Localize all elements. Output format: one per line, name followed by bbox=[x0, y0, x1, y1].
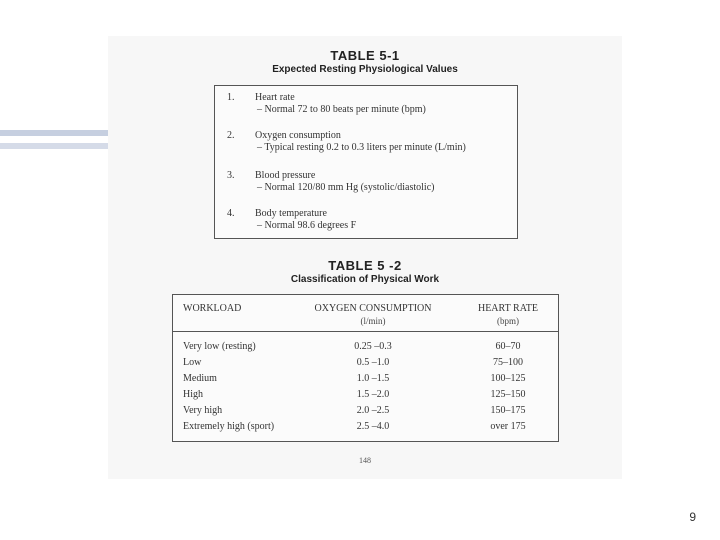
item-number: 4. bbox=[227, 208, 235, 219]
column-header-oxygen: OXYGEN CONSUMPTION bbox=[314, 303, 432, 314]
table-row bbox=[173, 341, 558, 357]
item-label: Blood pressure bbox=[255, 170, 316, 181]
table-row bbox=[173, 405, 558, 421]
book-page-number: 148 bbox=[359, 456, 371, 465]
cell-oxygen: 1.5 –2.0 bbox=[356, 389, 390, 400]
header-divider bbox=[173, 331, 558, 332]
cell-oxygen: 2.5 –4.0 bbox=[356, 421, 390, 432]
cell-oxygen: 1.0 –1.5 bbox=[356, 373, 390, 384]
decorative-bar bbox=[0, 130, 110, 136]
table2-title: TABLE 5 -2 bbox=[328, 258, 402, 273]
item-number: 3. bbox=[227, 170, 235, 181]
column-header-heart-rate: HEART RATE bbox=[477, 303, 539, 314]
cell-workload: Medium bbox=[183, 373, 217, 384]
item-number: 2. bbox=[227, 130, 235, 141]
table1-box bbox=[214, 85, 518, 239]
item-label: Heart rate bbox=[255, 92, 295, 103]
table2-box bbox=[172, 294, 559, 442]
cell-workload: Very low (resting) bbox=[183, 341, 256, 352]
table-row bbox=[173, 357, 558, 373]
cell-workload: High bbox=[183, 389, 203, 400]
table-row bbox=[173, 389, 558, 405]
cell-heart-rate: 125–150 bbox=[490, 389, 526, 400]
item-detail: – Normal 98.6 degrees F bbox=[257, 220, 357, 231]
item-label: Oxygen consumption bbox=[255, 130, 341, 141]
item-detail: – Normal 72 to 80 beats per minute (bpm) bbox=[257, 104, 426, 115]
cell-heart-rate: 150–175 bbox=[490, 405, 526, 416]
table1-subtitle: Expected Resting Physiological Values bbox=[272, 64, 458, 75]
cell-workload: Extremely high (sport) bbox=[183, 421, 275, 432]
item-number: 1. bbox=[227, 92, 235, 103]
item-detail: – Normal 120/80 mm Hg (systolic/diastolic) bbox=[257, 182, 435, 193]
column-unit-oxygen: (l/min) bbox=[360, 316, 386, 326]
table-row bbox=[173, 421, 558, 437]
cell-heart-rate: 60–70 bbox=[495, 341, 521, 352]
table2-subtitle: Classification of Physical Work bbox=[290, 274, 440, 285]
cell-workload: Very high bbox=[183, 405, 223, 416]
table1-title: TABLE 5-1 bbox=[330, 48, 400, 63]
table-row bbox=[173, 373, 558, 389]
column-unit-heart-rate: (bpm) bbox=[497, 316, 519, 326]
item-label: Body temperature bbox=[255, 208, 327, 219]
cell-oxygen: 0.25 –0.3 bbox=[354, 341, 392, 352]
cell-heart-rate: 100–125 bbox=[490, 373, 526, 384]
cell-oxygen: 2.0 –2.5 bbox=[356, 405, 390, 416]
cell-heart-rate: 75–100 bbox=[493, 357, 523, 368]
column-header-workload: WORKLOAD bbox=[183, 303, 242, 314]
decorative-bar bbox=[0, 143, 110, 149]
cell-heart-rate: over 175 bbox=[490, 421, 526, 432]
slide-page-number: 9 bbox=[689, 510, 696, 524]
cell-workload: Low bbox=[183, 357, 202, 368]
cell-oxygen: 0.5 –1.0 bbox=[356, 357, 390, 368]
scanned-page bbox=[108, 36, 622, 479]
item-detail: – Typical resting 0.2 to 0.3 liters per minute (L/min) bbox=[257, 142, 466, 153]
